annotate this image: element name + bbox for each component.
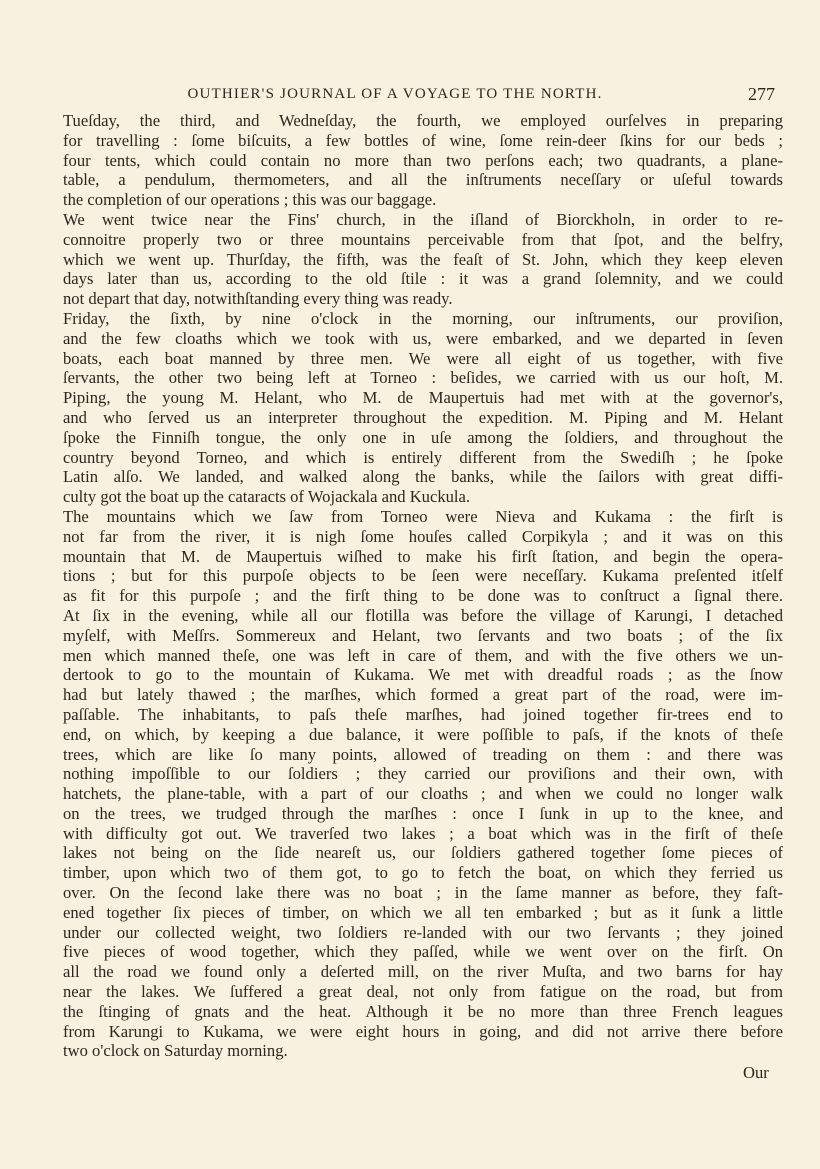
text-line: Latin alſo. We landed, and walked along the banks, while the ſailors with great diffi-: [63, 467, 783, 487]
text-line: near the lakes. We ſuffered a great deal, not only from fatigue on the road, but from: [63, 982, 783, 1002]
text-line: had but lately thawed ; the marſhes, which formed a great part of the road, were im-: [63, 685, 783, 705]
text-line: end, on which, by keeping a due balance, it were poſſible to paſs, if the knots of theſe: [63, 724, 783, 744]
text-line: ſpoke the Finniſh tongue, the only one in uſe among the ſoldiers, and throughout the: [63, 427, 783, 447]
running-title: OUTHIER'S JOURNAL OF A VOYAGE TO THE NORTH.: [187, 86, 603, 102]
text-line: ſervants, the other two being left at Torneo : beſides, we carried with us our hoſt, M.: [63, 368, 783, 388]
text-line: culty got the boat up the cataracts of Wojackala and Kuckula.: [63, 487, 471, 507]
body-text: [63, 111, 783, 1061]
text-line: hatchets, the plane-table, with a part of our cloaths ; and when we could no longer walk: [63, 784, 783, 804]
text-line: on the trees, we trudged through the marſhes : once I ſunk in up to the knee, and: [63, 803, 783, 823]
text-line: and who ſerved us an interpreter throughout the expedition. M. Piping and M. Helant: [63, 407, 783, 427]
text-line: myſelf, with Meſſrs. Sommereux and Helant, two ſervants and two boats ; of the ſix: [63, 625, 783, 645]
text-line: four tents, which could contain no more than two perſons each; two quadrants, a plane-: [63, 150, 783, 170]
text-line: dertook to go to the mountain of Kukama. We met with dreadful roads ; as the ſnow: [63, 665, 783, 685]
text-line: table, a pendulum, thermometers, and all the inſtruments neceſſary or uſeful towards: [63, 170, 783, 190]
text-line: as fit for this purpoſe ; and the firſt thing to be done was to conſtruct a ſignal there.: [63, 586, 783, 606]
text-line: mountain that M. de Maupertuis wiſhed to make his firſt ſtation, and begin the opera-: [63, 546, 783, 566]
text-line: from Karungi to Kukama, we were eight hours in going, and did not arrive there before: [63, 1021, 783, 1041]
text-line: and the few cloaths which we took with us, were embarked, and we departed in ſeven: [63, 328, 783, 348]
text-line: Tueſday, the third, and Wedneſday, the fourth, we employed ourſelves in preparing: [63, 111, 783, 130]
text-line: timber, upon which two of them got, to go to fetch the boat, on which they ferried us: [63, 863, 783, 883]
text-line: two o'clock on Saturday morning.: [63, 1041, 288, 1061]
text-line: tions ; but for this purpoſe objects to be ſeen were neceſſary. Kukama preſented itſelf: [63, 566, 783, 586]
text-line: with difficulty got out. We traverſed two lakes ; a boat which was in the firſt of theſe: [63, 823, 783, 843]
text-line: five pieces of wood together, which they paſſed, while we went over on the firſt. On: [63, 942, 783, 962]
text-line: At ſix in the evening, while all our flotilla was before the village of Karungi, I detached: [63, 605, 783, 625]
text-line: nothing impoſſible to our ſoldiers ; they carried our proviſions and their own, with: [63, 764, 783, 784]
text-line: The mountains which we ſaw from Torneo were Nieva and Kukama : the firſt is: [63, 506, 783, 526]
text-line: lakes not being on the ſide neareſt us, our ſoldiers gathered together ſome pieces of: [63, 843, 783, 863]
text-line: Friday, the ſixth, by nine o'clock in the morning, our inſtruments, our proviſion,: [63, 308, 783, 328]
text-line: country beyond Torneo, and which is entirely different from the Swediſh ; he ſpoke: [63, 447, 783, 467]
text-line: the ſtinging of gnats and the heat. Although it be no more than three French leagues: [63, 1001, 783, 1021]
text-line: We went twice near the Fins' church, in the iſland of Biorckholn, in order to re-: [63, 209, 783, 229]
text-line: boats, each boat manned by three men. We were all eight of us together, with five: [63, 348, 783, 368]
text-line: all the road we found only a deſerted mill, on the river Muſta, and two barns for hay: [63, 962, 783, 982]
text-line: over. On the ſecond lake there was no boat ; in the ſame manner as before, they faſt-: [63, 883, 783, 903]
text-line: the completion of our operations ; this was our baggage.: [63, 190, 437, 210]
text-line: not depart that day, notwithſtanding every thing was ready.: [63, 289, 453, 309]
text-line: which we went up. Thurſday, the fifth, was the feaſt of St. John, which they keep eleven: [63, 249, 783, 269]
text-line: not far from the river, it is nigh ſome houſes called Corpikyla ; and it was on this: [63, 526, 783, 546]
text-line: connoitre properly two or three mountains perceivable from that ſpot, and the belfry,: [63, 229, 783, 249]
running-header: [0, 84, 820, 108]
text-line: paſſable. The inhabitants, to paſs theſe marſhes, had joined together fir-trees end to: [63, 704, 783, 724]
text-line: for travelling : ſome biſcuits, a few bottles of wine, ſome rein-deer ſkins for our beds ;: [63, 130, 783, 150]
text-line: men which manned theſe, one was left in care of them, and with the five others we un-: [63, 645, 783, 665]
text-line: Piping, the young M. Helant, who M. de Maupertuis had met with at the governor's,: [63, 388, 783, 408]
catchword: Our: [743, 1063, 769, 1082]
text-line: days later than us, according to the old ſtile : it was a grand ſolemnity, and we could: [63, 269, 783, 289]
text-line: under our collected weight, two ſoldiers re-landed with our two ſervants ; they joined: [63, 922, 783, 942]
page-number: 277: [748, 84, 775, 104]
text-line: ened together ſix pieces of timber, on which we all ten embarked ; but as it ſunk a little: [63, 902, 783, 922]
text-line: trees, which are like ſo many points, allowed of treading on them : and there was: [63, 744, 783, 764]
